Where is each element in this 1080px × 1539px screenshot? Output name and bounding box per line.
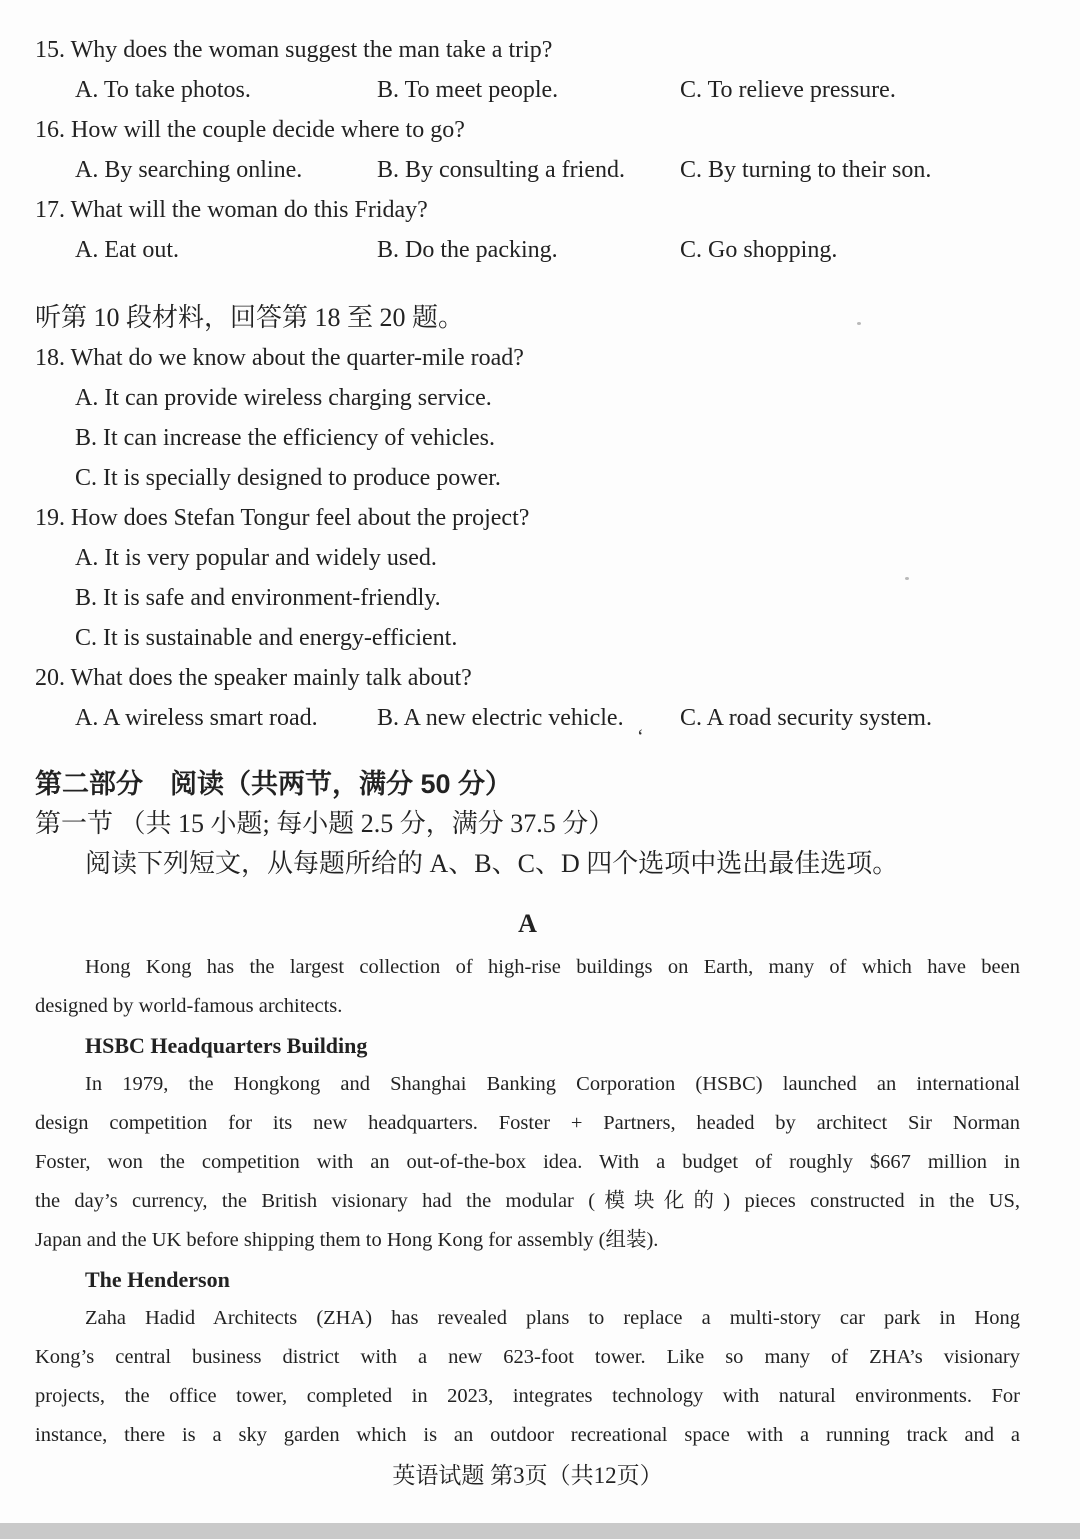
passage-line: In 1979, the Hongkong and Shanghai Banking Corporation (HSBC) launched an international (85, 1073, 1020, 1095)
scan-artifact-quote: ‘ (637, 726, 644, 748)
question-16: 16. How will the couple decide where to go? (35, 117, 465, 143)
page-footer: 英语试题 第3页（共12页） (392, 1463, 663, 1488)
scan-speck (857, 322, 861, 325)
scan-speck (905, 577, 909, 580)
listening-material-note: 听第 10 段材料，回答第 18 至 20 题。 (35, 303, 465, 332)
passage-subheading-henderson: The Henderson (85, 1267, 230, 1292)
option-20-b: B. A new electric vehicle. (377, 705, 624, 731)
reading-instructions: 阅读下列短文，从每题所给的 A、B、C、D 四个选项中选出最佳选项。 (85, 849, 899, 878)
passage-line: Foster, won the competition with an out-of-the-box idea. With a budget of roughly $667 million in (35, 1151, 1020, 1173)
option-16-b: B. By consulting a friend. (377, 157, 625, 183)
passage-line: Japan and the UK before shipping them to Hong Kong for assembly (组装). (35, 1229, 659, 1251)
question-15: 15. Why does the woman suggest the man take a trip? (35, 37, 553, 63)
scan-edge-bar (0, 1523, 1080, 1539)
passage-line: designed by world-famous architects. (35, 995, 343, 1017)
passage-line: instance, there is a sky garden which is an outdoor recreational space with a running track and a (35, 1424, 1020, 1446)
option-18-c: C. It is specially designed to produce power. (75, 465, 501, 491)
passage-line: Zaha Hadid Architects (ZHA) has revealed plans to replace a multi-story car park in Hong (85, 1307, 1020, 1329)
option-17-a: A. Eat out. (75, 237, 179, 263)
option-19-a: A. It is very popular and widely used. (75, 545, 437, 571)
section1-header: 第一节 （共 15 小题; 每小题 2.5 分，满分 37.5 分） (35, 809, 615, 838)
options-row-15 (75, 70, 1080, 110)
question-19: 19. How does Stefan Tongur feel about the project? (35, 505, 530, 531)
option-15-a: A. To take photos. (75, 77, 251, 103)
options-row-16 (75, 150, 1080, 190)
option-17-c: C. Go shopping. (680, 237, 838, 263)
option-15-c: C. To relieve pressure. (680, 77, 896, 103)
passage-line: Kong’s central business district with a new 623-foot tower. Like so many of ZHA’s visionary (35, 1346, 1020, 1368)
question-17: 17. What will the woman do this Friday? (35, 197, 428, 223)
option-16-c: C. By turning to their son. (680, 157, 932, 183)
passage-line: design competition for its new headquarters. Foster + Partners, headed by architect Sir Norman (35, 1112, 1020, 1134)
options-row-20 (75, 698, 1080, 738)
passage-a-label: A (518, 909, 537, 938)
passage-subheading-hsbc: HSBC Headquarters Building (85, 1033, 368, 1058)
option-15-b: B. To meet people. (377, 77, 559, 103)
option-18-b: B. It can increase the efficiency of vehicles. (75, 425, 496, 451)
options-row-17 (75, 230, 1080, 270)
option-19-c: C. It is sustainable and energy-efficient. (75, 625, 458, 651)
passage-line: the day’s currency, the British visionary had the modular (模块化的) pieces constructed in the US, (35, 1190, 1021, 1212)
option-16-a: A. By searching online. (75, 157, 303, 183)
option-20-c: C. A road security system. (680, 705, 932, 731)
option-18-a: A. It can provide wireless charging service. (75, 385, 492, 411)
option-20-a: A. A wireless smart road. (75, 705, 318, 731)
passage-a-body (0, 948, 1080, 1455)
passage-line: projects, the office tower, completed in 2023, integrates technology with natural environments. For (35, 1385, 1020, 1407)
passage-line: Hong Kong has the largest collection of high-rise buildings on Earth, many of which have been (85, 956, 1020, 978)
option-19-b: B. It is safe and environment-friendly. (75, 585, 441, 611)
option-17-b: B. Do the packing. (377, 237, 558, 263)
question-20: 20. What does the speaker mainly talk about? (35, 665, 472, 691)
question-18: 18. What do we know about the quarter-mile road? (35, 345, 524, 371)
part2-header: 第二部分 阅读（共两节，满分 50 分） (35, 769, 513, 799)
